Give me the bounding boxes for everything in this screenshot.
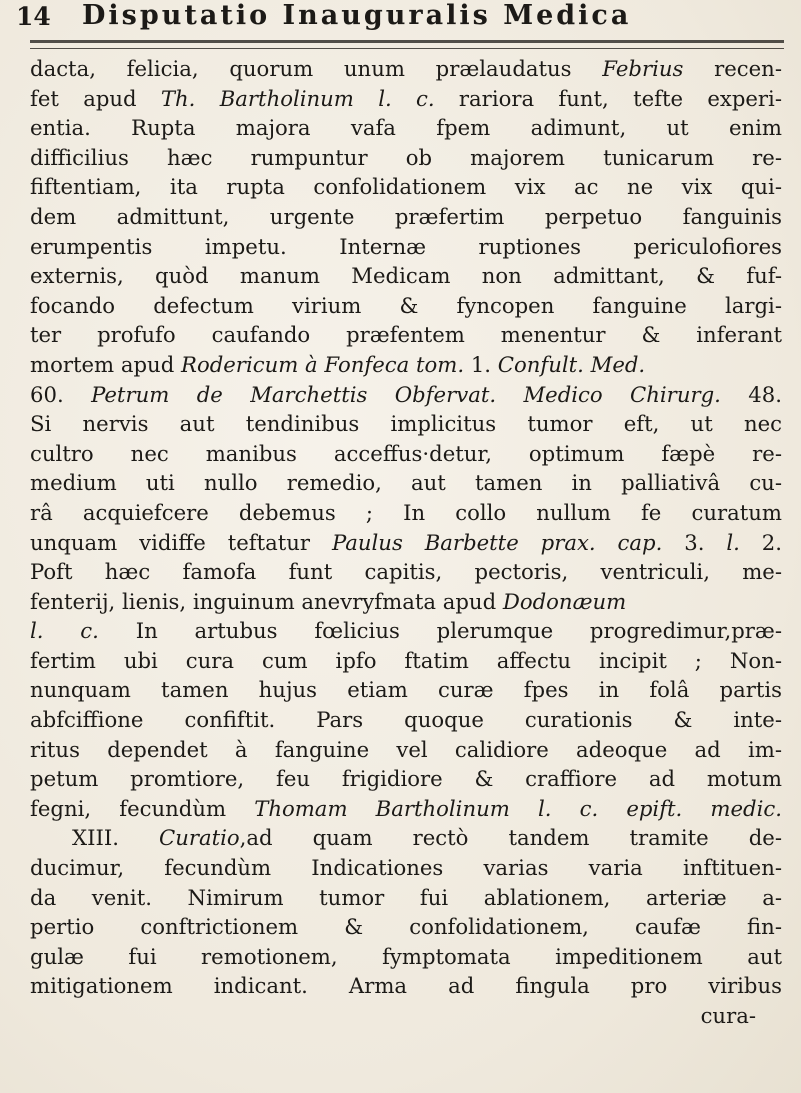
text-line: [30, 409, 782, 439]
text-line: [30, 705, 782, 735]
text-span: recen-: [683, 56, 782, 81]
text-span: Poft hæc famofa funt capitis, pectoris, ventriculi, me-: [30, 559, 782, 585]
text-line: [30, 113, 782, 143]
text-span: pertio conftrictionem & confolidationem, caufæ fin-: [30, 914, 782, 940]
italic-span: Thomam Bartholinum l. c. epift. medic.: [254, 795, 782, 821]
italic-span: Confult. Med.: [497, 351, 646, 377]
text-line: [30, 883, 782, 913]
text-span: ducimur, fecundùm Indicationes varias varia inftituen-: [30, 855, 782, 881]
text-span: ritus dependet à fanguine vel calidiore adeoque ad im-: [30, 736, 782, 762]
text-span: medium uti nullo remedio, aut tamen in palliativâ cu-: [30, 470, 782, 496]
text-span: 1.: [464, 351, 498, 377]
text-span: 3.: [662, 529, 727, 555]
text-span: mortem apud: [30, 351, 181, 377]
text-span: ,ad quam rectò tandem tramite de-: [239, 825, 782, 851]
text-span: entia. Rupta majora vafa fpem adimunt, ut enim: [30, 115, 782, 141]
text-span: rariora funt, tefte experi-: [434, 85, 782, 111]
text-span: 2.: [739, 529, 782, 555]
text-line: [30, 587, 782, 617]
text-line: [30, 468, 782, 498]
text-line: [30, 291, 782, 321]
text-line: [30, 350, 782, 380]
text-span: unquam vidiffe teftatur: [30, 529, 332, 555]
text-span: focando defectum virium & fyncopen fanguine largi-: [30, 292, 782, 318]
text-line: [30, 320, 782, 350]
italic-span: Petrum de Marchettis Obfervat. Medico Chirurg.: [91, 381, 721, 407]
page-number: 14: [16, 2, 51, 31]
text-span: cultro nec manibus acceffus·detur, optimum fæpè re-: [30, 440, 782, 466]
text-line: [30, 853, 782, 883]
text-span: 60.: [30, 381, 92, 407]
italic-span: Th. Bartholinum l. c.: [160, 85, 435, 111]
catchword: cura-: [700, 1003, 756, 1028]
text-span: mitigationem indicant. Arma ad fingula pro viribus: [30, 973, 782, 999]
text-line: [30, 735, 782, 765]
text-line: [30, 172, 782, 202]
text-line: [30, 380, 782, 410]
text-span: gulæ fui remotionem, fymptomata impeditionem aut: [30, 943, 782, 969]
text-span: dem admittunt, urgente præfertim perpetuo fanguinis: [30, 203, 782, 229]
header-rule: [30, 40, 784, 49]
text-span: XIII.: [72, 825, 159, 851]
text-line: [30, 528, 782, 558]
text-line: [30, 84, 782, 114]
text-line: [30, 912, 782, 942]
text-line: [30, 794, 782, 824]
italic-span: Rodericum à Fonfeca tom.: [181, 351, 465, 377]
italic-span: Dodonæum: [502, 588, 627, 614]
text-line: [30, 675, 782, 705]
text-span: erumpentis impetu. Internæ ruptiones periculofiores: [30, 233, 782, 259]
text-span: fet apud: [30, 85, 161, 111]
text-span: râ acquiefcere debemus ; In collo nullum fe curatum: [30, 499, 782, 525]
text-span: 48.: [720, 381, 782, 407]
text-span: Si nervis aut tendinibus implicitus tumor eft, ut nec: [30, 411, 782, 437]
italic-span: Febrius: [602, 56, 684, 81]
text-span: fegni, fecundùm: [30, 795, 255, 821]
text-line: [30, 498, 782, 528]
italic-span: Curatio: [158, 825, 240, 851]
text-span: In artubus fœlicius plerumque progredimur,præ-: [98, 618, 782, 644]
text-line: [30, 54, 782, 84]
text-span: ter profufo caufando præfentem menentur & inferant: [30, 322, 782, 348]
italic-span: Paulus Barbette prax. cap.: [331, 529, 663, 555]
text-span: fenterij, lienis, inguinum anevryfmata apud: [30, 588, 503, 614]
text-span: fertim ubi cura cum ipfo ftatim affectu incipit ; Non-: [30, 647, 782, 673]
text-line: [30, 942, 782, 972]
body-text: [30, 54, 782, 1031]
text-span: fiftentiam, ita rupta confolidationem vix ac ne vix qui-: [30, 174, 782, 200]
text-line: [30, 557, 782, 587]
text-line: [30, 764, 782, 794]
text-span: externis, quòd manum Medicam non admittant, & fuf-: [30, 263, 782, 289]
text-line: [30, 232, 782, 262]
italic-span: l.: [726, 529, 740, 555]
text-span: da venit. Nimirum tumor fui ablationem, arteriæ a-: [30, 884, 782, 910]
text-line: [30, 823, 782, 853]
italic-span: l. c.: [30, 618, 99, 644]
text-span: nunquam tamen hujus etiam curæ fpes in folâ partis: [30, 677, 782, 703]
text-span: difficilius hæc rumpuntur ob majorem tunicarum re-: [30, 144, 782, 170]
text-line: [30, 971, 782, 1001]
text-line: [30, 646, 782, 676]
page-header: [16, 0, 786, 36]
text-line: [30, 616, 782, 646]
text-line: [30, 261, 782, 291]
text-span: dacta, felicia, quorum unum prælaudatus: [30, 56, 603, 81]
running-title: Disputatio Inauguralis Medica: [82, 0, 632, 31]
text-line: [30, 202, 782, 232]
text-line: [30, 439, 782, 469]
text-span: abfciffione confiftit. Pars quoque curationis & inte-: [30, 707, 782, 733]
text-line: [30, 143, 782, 173]
text-span: petum promtiore, feu frigidiore & craffiore ad motum: [30, 766, 782, 792]
